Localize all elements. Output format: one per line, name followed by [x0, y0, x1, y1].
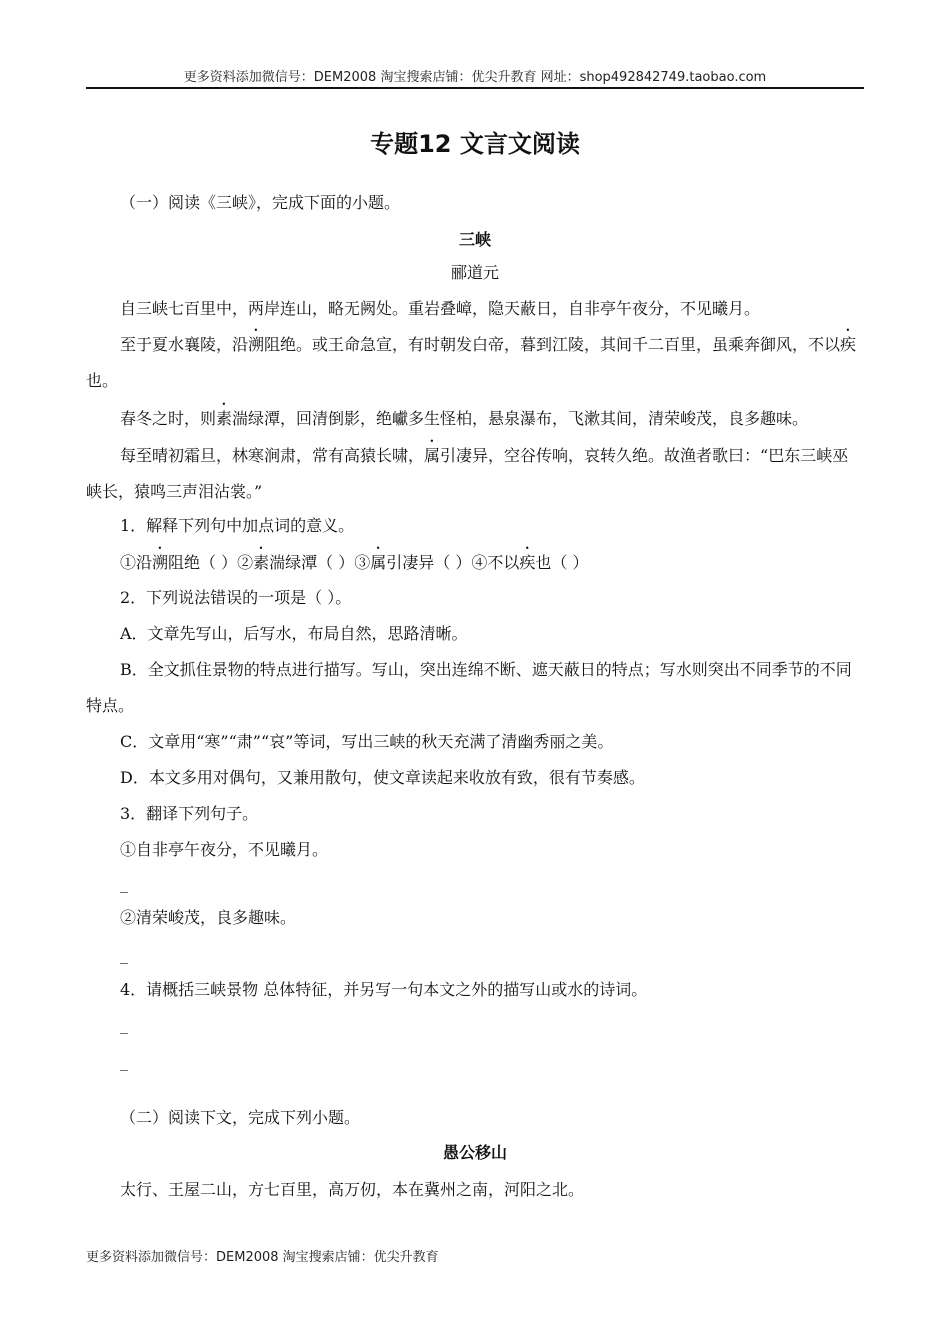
text: 至于夏水襄陵，沿: [120, 335, 249, 354]
question-3-sentence-2: ②清荣峻茂，良多趣味。: [120, 908, 297, 927]
text: 引凄异（ ）④不以: [386, 553, 520, 572]
emphasized-word: 疾: [840, 335, 857, 354]
emphasized-word: 属: [370, 553, 387, 572]
text: 阻绝。或王命急宣，有时朝发白帝，暮到江陵，其间千二百里，虽乘奔御风，不以: [264, 335, 841, 354]
question-1-items: [86, 544, 864, 581]
section1-intro: （一）阅读《三峡》，完成下面的小题。: [120, 193, 401, 212]
question-2: 2．下列说法错误的一项是（ ）。: [120, 588, 352, 607]
text: 引凄异，空谷传响，哀转久绝。故渔者歌曰：“巴东三峡巫峡长，猿鸣三声泪沾裳。”: [86, 446, 849, 501]
text: 湍绿潭，回清倒影，绝巘多生怪柏，悬泉瀑布，飞漱其间，清荣峻茂，良多趣味。: [232, 409, 809, 428]
emphasized-word: 疾: [519, 553, 536, 572]
question-3-sentence-1: ①自非亭午夜分，不见曦月。: [120, 840, 329, 859]
paragraph-4: [86, 437, 864, 510]
header-rule: [86, 87, 864, 89]
emphasized-word: 溯: [152, 553, 169, 572]
question-3: 3．翻译下列句子。: [120, 804, 259, 823]
option-c: C．文章用“寒”“肃”“哀”等词，写出三峡的秋天充满了清幽秀丽之美。: [120, 732, 614, 751]
paragraph-2: [86, 326, 864, 399]
page-footer: 更多资料添加微信号：DEM2008 淘宝搜索店铺：优尖升教育: [86, 1250, 439, 1265]
paragraph-1: 太行、王屋二山，方七百里，高万仞，本在冀州之南，河阳之北。: [120, 1180, 585, 1199]
emphasized-word: 溯: [248, 335, 265, 354]
paragraph-3: [86, 400, 864, 437]
option-d: D．本文多用对偶句，又兼用散句，使文章读起来收放有致，很有节奏感。: [120, 768, 645, 787]
page-title: 专题12 文言文阅读: [370, 130, 580, 158]
text-author: 郦道元: [450, 263, 499, 282]
text: 也。: [86, 371, 119, 390]
page-header: 更多资料添加微信号：DEM2008 淘宝搜索店铺：优尖升教育 网址：shop492842749.taobao.com: [183, 70, 767, 85]
answer-blank: _: [120, 1052, 128, 1071]
emphasized-word: 素: [253, 553, 270, 572]
answer-blank: _: [120, 874, 128, 893]
section2-intro: （二）阅读下文，完成下列小题。: [120, 1108, 361, 1127]
emphasized-word: 属: [424, 446, 441, 465]
option-a: A．文章先写山，后写水，布局自然，思路清晰。: [120, 624, 468, 643]
question-4: 4．请概括三峡景物 总体特征，并另写一句本文之外的描写山或水的诗词。: [120, 980, 648, 999]
emphasized-word: 素: [216, 409, 233, 428]
answer-blank: _: [120, 1015, 128, 1034]
text: 春冬之时，则: [120, 409, 217, 428]
text: ①沿: [120, 553, 153, 572]
text-title: 愚公移山: [442, 1143, 507, 1162]
answer-blank: _: [120, 945, 128, 964]
text-title: 三峡: [458, 230, 491, 249]
text: 湍绿潭（ ）③: [269, 553, 371, 572]
text: 阻绝（ ）②: [168, 553, 254, 572]
paragraph-1: 自三峡七百里中，两岸连山，略无阙处。重岩叠嶂，隐天蔽日，自非亭午夜分，不见曦月。: [120, 299, 761, 318]
text: 每至晴初霜旦，林寒涧肃，常有高猿长啸，: [120, 446, 425, 465]
text: 也（ ）: [535, 553, 589, 572]
question-1: 1．解释下列句中加点词的意义。: [120, 516, 355, 535]
option-b: B．全文抓住景物的特点进行描写。写山，突出连绵不断、遮天蔽日的特点；写水则突出不同季节的不同特点。: [86, 660, 852, 715]
